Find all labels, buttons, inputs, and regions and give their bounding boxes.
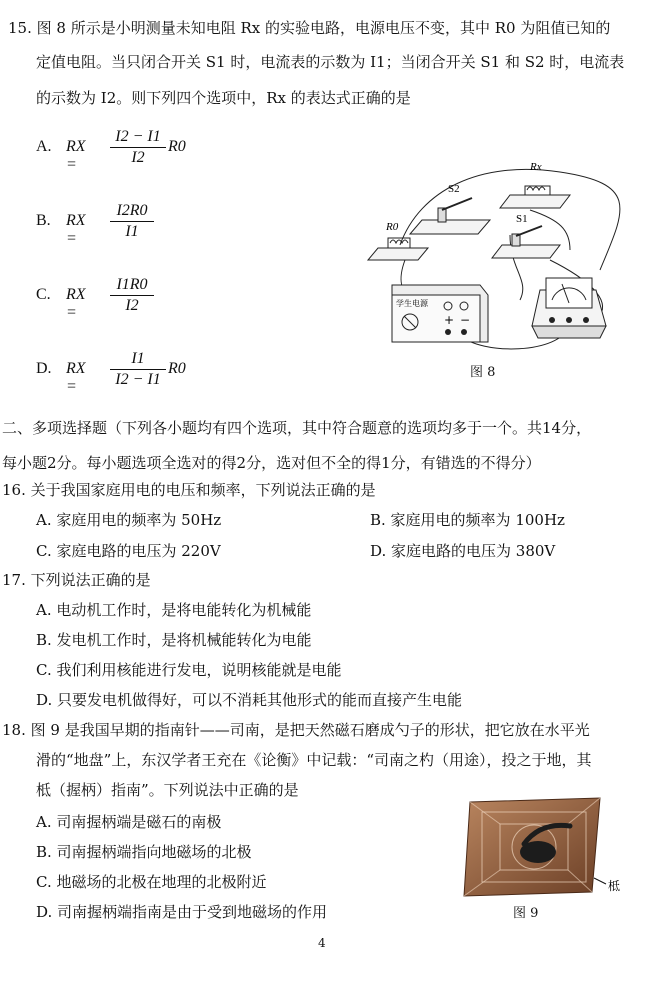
- sinan-figure: [460, 792, 630, 904]
- section2-line1: 二、多项选择题（下列各小题均有四个选项，其中符合题意的选项均多于一个。共14分，: [2, 419, 592, 437]
- figure8-caption: 图 8: [470, 365, 496, 380]
- power-supply-label: 学生电源: [396, 299, 428, 308]
- q15-line1: 15. 图 8 所示是小明测量未知电阻 Rx 的实验电路，电源电压不变，其中 R0 为阻值已知的: [8, 19, 611, 37]
- q18-line1: 18. 图 9 是我国早期的指南针——司南，是把天然磁石磨成勺子的形状，把它放在水平光: [2, 721, 590, 739]
- formula-tail: R0: [168, 138, 186, 155]
- pointer-label: 柢: [608, 879, 621, 893]
- s1-label: S1: [516, 213, 528, 225]
- page-number: 4: [318, 936, 326, 950]
- q17-stem: 17. 下列说法正确的是: [2, 571, 151, 589]
- q17-option-b[interactable]: B. 发电机工作时，是将机械能转化为电能: [36, 631, 312, 649]
- fraction: [110, 202, 154, 241]
- denominator: I1: [125, 223, 139, 240]
- formula-lhs: RX =: [66, 212, 86, 247]
- q18-line2: 滑的“地盘”上，东汉学者王充在《论衡》中记载：“司南之杓（用途），投之于地，其: [36, 751, 592, 769]
- circuit-figure: [360, 150, 630, 360]
- q16-option-a[interactable]: A. 家庭用电的频率为 50Hz: [36, 511, 222, 529]
- option-label: C.: [36, 286, 51, 303]
- q15-line3: 的示数为 I2。则下列四个选项中，Rx 的表达式正确的是: [36, 89, 411, 107]
- option-label: D.: [36, 360, 52, 377]
- formula-lhs: RX =: [66, 286, 86, 321]
- denominator: I2: [125, 297, 139, 314]
- rx-label: Rx: [530, 161, 542, 173]
- q18-option-a[interactable]: A. 司南握柄端是磁石的南极: [36, 813, 222, 831]
- option-label: B.: [36, 212, 51, 229]
- formula-tail: R0: [168, 360, 186, 377]
- formula-lhs: RX =: [66, 360, 86, 395]
- q16-option-b[interactable]: B. 家庭用电的频率为 100Hz: [370, 511, 565, 529]
- q16-option-d[interactable]: D. 家庭电路的电压为 380V: [370, 542, 556, 560]
- plus-sign: +: [444, 313, 455, 327]
- numerator: I1: [131, 350, 145, 367]
- figure9-caption: 图 9: [513, 906, 539, 921]
- fraction: [110, 350, 166, 389]
- q16-option-c[interactable]: C. 家庭电路的电压为 220V: [36, 542, 221, 560]
- numerator: I2 − I1: [115, 128, 161, 145]
- denominator: I2: [131, 149, 145, 166]
- q18-option-b[interactable]: B. 司南握柄端指向地磁场的北极: [36, 843, 252, 861]
- q17-option-c[interactable]: C. 我们利用核能进行发电，说明核能就是电能: [36, 661, 342, 679]
- q18-option-d[interactable]: D. 司南握柄端指南是由于受到地磁场的作用: [36, 903, 328, 921]
- s2-label: S2: [448, 183, 460, 195]
- fraction: [110, 128, 166, 167]
- r0-label: R0: [386, 221, 399, 233]
- q15-line2: 定值电阻。当只闭合开关 S1 时，电流表的示数为 I1；当闭合开关 S1 和 S2 时，电流表: [36, 53, 625, 71]
- q16-stem: 16. 关于我国家庭用电的电压和频率，下列说法正确的是: [2, 481, 376, 499]
- minus-sign: −: [460, 313, 471, 327]
- numerator: I2R0: [116, 202, 148, 219]
- fraction: [110, 276, 154, 315]
- formula-lhs: RX =: [66, 138, 86, 173]
- numerator: I1R0: [116, 276, 148, 293]
- q17-option-d[interactable]: D. 只要发电机做得好，可以不消耗其他形式的能而直接产生电能: [36, 691, 463, 709]
- denominator: I2 − I1: [115, 371, 161, 388]
- section2-line2: 每小题2分。每小题选项全选对的得2分，选对但不全的得1分，有错选的不得分）: [2, 454, 541, 472]
- q18-option-c[interactable]: C. 地磁场的北极在地理的北极附近: [36, 873, 267, 891]
- q18-line3: 柢（握柄）指南”。下列说法中正确的是: [36, 781, 299, 799]
- option-label: A.: [36, 138, 52, 155]
- q17-option-a[interactable]: A. 电动机工作时，是将电能转化为机械能: [36, 601, 312, 619]
